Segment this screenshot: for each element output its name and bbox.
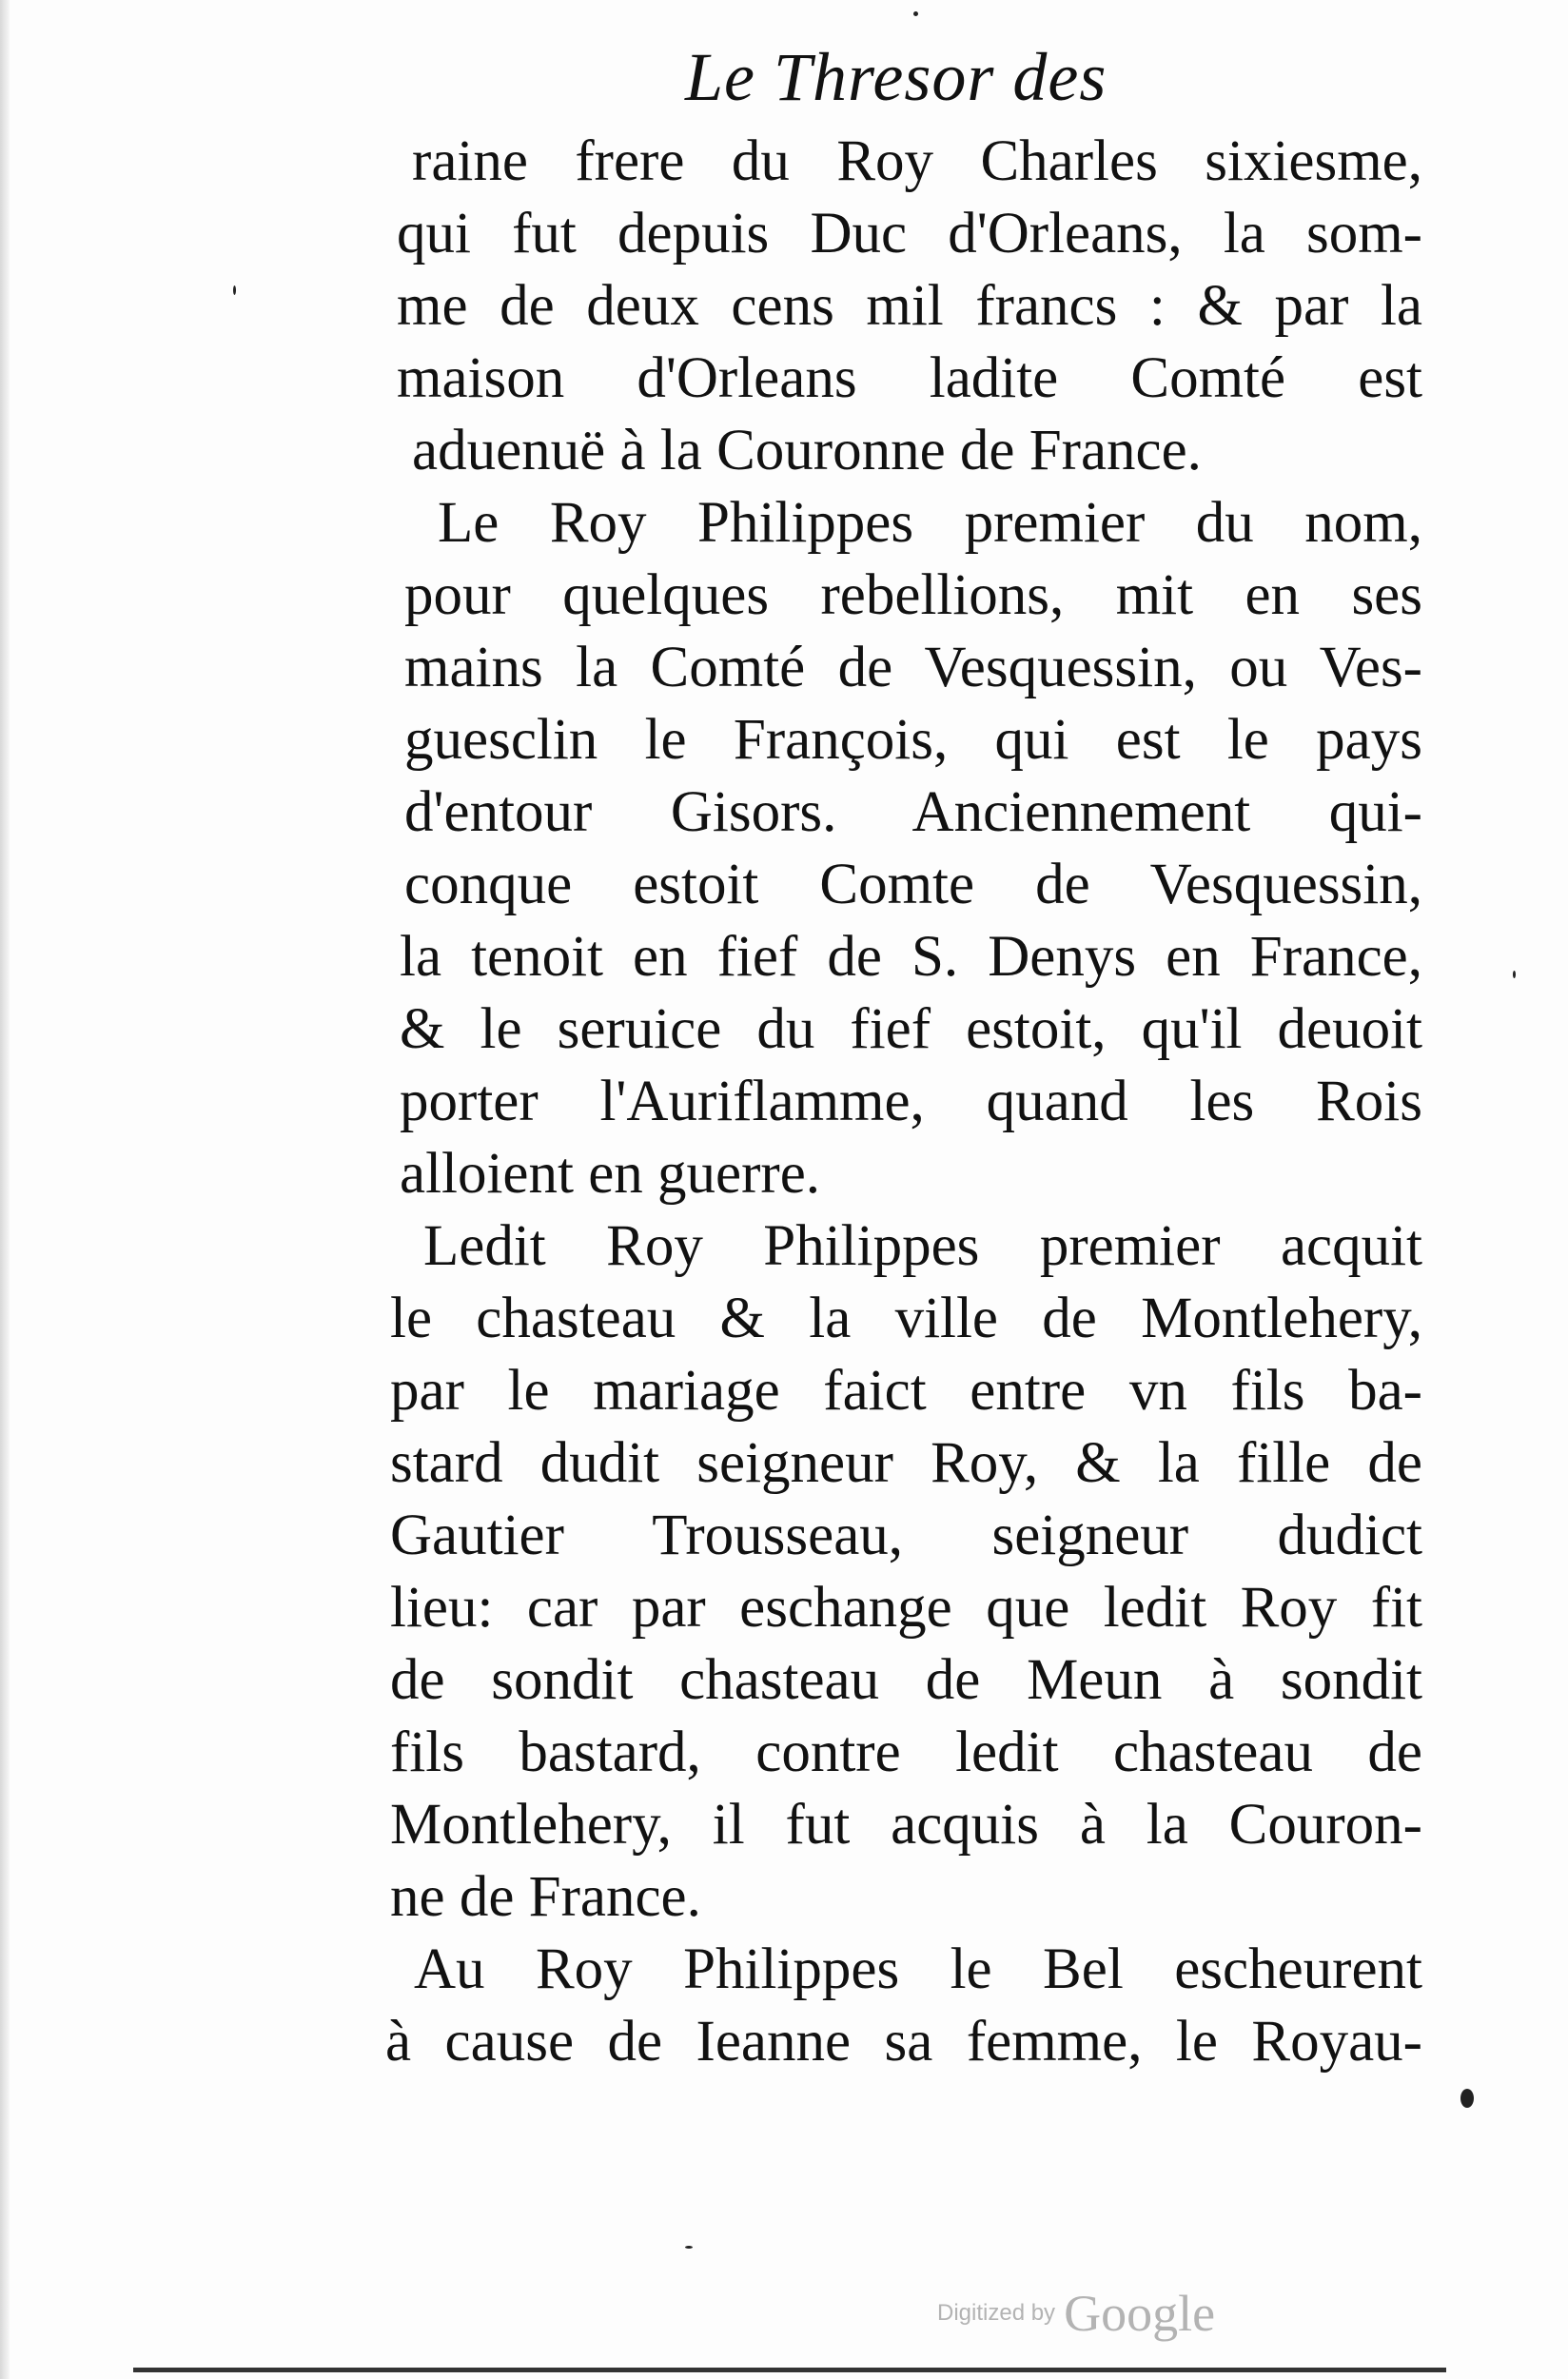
text-line: Au Roy Philippes le Bel escheurent [414, 1937, 1422, 2001]
text-line: alloient en guerre. [400, 1142, 821, 1206]
text-line: mains la Comté de Vesquessin, ou Ves- [404, 636, 1422, 699]
scan-speck [233, 285, 236, 295]
text-line: le chasteau & la ville de Montlehery, [390, 1287, 1422, 1350]
text-line: me de deux cens mil francs : & par la [397, 274, 1422, 338]
digitized-watermark [937, 2284, 1215, 2343]
scan-speck [1460, 2089, 1474, 2108]
text-line: maison d'Orleans ladite Comté est [397, 346, 1422, 410]
text-line: la tenoit en fief de S. Denys en France, [400, 925, 1422, 989]
running-header: Le Thresor des [685, 39, 1107, 115]
text-line: stard dudit seigneur Roy, & la fille de [390, 1431, 1422, 1495]
body-text [385, 126, 1422, 2078]
watermark-prefix: Digitized by [937, 2300, 1056, 2326]
text-line: lieu: car par eschange que ledit Roy fit [390, 1576, 1422, 1640]
text-line: Ledit Roy Philippes premier acquit [423, 1214, 1422, 1278]
text-line: de sondit chasteau de Meun à sondit [390, 1648, 1422, 1712]
page-gutter-edge [0, 0, 10, 2379]
text-line: fils bastard, contre ledit chasteau de [390, 1720, 1422, 1784]
scan-speck [1513, 971, 1516, 978]
text-line: qui fut depuis Duc d'Orleans, la som- [397, 202, 1422, 265]
text-line: Montlehery, il fut acquis à la Couron- [390, 1793, 1422, 1857]
scan-speck [913, 11, 918, 16]
text-line: à cause de Ieanne sa femme, le Royau- [385, 2010, 1422, 2074]
text-line: aduenuë à la Couronne de France. [412, 419, 1202, 482]
text-line: d'entour Gisors. Anciennement qui- [404, 780, 1422, 844]
text-line: porter l'Auriflamme, quand les Rois [400, 1070, 1422, 1133]
text-line: Le Roy Philippes premier du nom, [438, 491, 1422, 555]
text-line: ne de France. [390, 1865, 701, 1929]
text-line: pour quelques rebellions, mit en ses [404, 563, 1422, 627]
text-line: par le mariage faict entre vn fils ba- [390, 1359, 1422, 1423]
text-line: Gautier Trousseau, seigneur dudict [390, 1504, 1422, 1567]
text-line: guesclin le François, qui est le pays [404, 708, 1422, 772]
watermark-brand: Google [1064, 2285, 1216, 2342]
text-line: raine frere du Roy Charles sixiesme, [412, 129, 1422, 193]
text-line: conque estoit Comte de Vesquessin, [404, 853, 1422, 916]
bottom-edge-line [133, 2368, 1446, 2372]
text-line: & le seruice du fief estoit, qu'il deuoit [400, 997, 1422, 1061]
scan-speck [685, 2246, 693, 2249]
